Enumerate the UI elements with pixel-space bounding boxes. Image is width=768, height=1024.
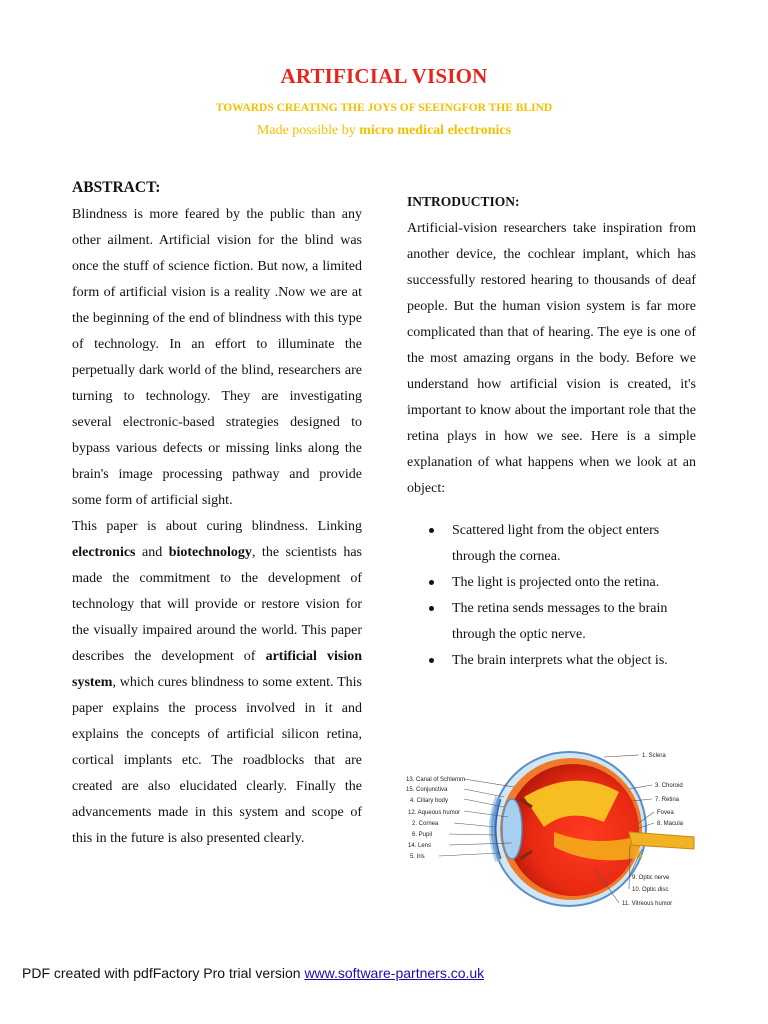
footer-text: PDF created with pdfFactory Pro trial version [22,965,305,981]
figure-label: 14. Lens [408,843,432,849]
abstract-paragraph-2 [72,514,362,852]
eyeball-drawing [492,752,694,906]
introduction-column [407,190,696,674]
list-item: The retina sends messages to the brain through the optic nerve. [407,596,696,648]
abstract-text: This paper is about curing blindness. Linking [72,519,362,534]
document-subtitle: TOWARDS CREATING THE JOYS OF SEEINGFOR THE BLIND [215,102,553,114]
figure-label: 2. Cornea [412,821,439,827]
abstract-text: , the scientists has made the commitment to the development of technology that will provide or restore vision for the visually impaired around the world. This paper describes the development of [72,545,362,664]
figure-label: Fovea [657,810,674,816]
figure-label: 4. Ciliary body [410,798,449,804]
figure-label: 10. Optic disc [632,887,669,893]
pdf-footer [22,965,484,981]
figure-label: 7. Retina [655,797,680,803]
abstract-text: and [135,545,169,560]
figure-label: 11. Vitreous humor [622,901,673,907]
footer-link[interactable]: www.software-partners.co.uk [304,965,485,981]
list-item: Scattered light from the object enters through the cornea. [407,518,696,570]
term-electronics: electronics [72,545,136,560]
figure-label: 3. Choroid [655,783,683,789]
list-item: The light is projected onto the retina. [407,570,696,596]
figure-label: 12. Aqueous humor [408,810,461,816]
figure-label: 8. Macula [657,821,684,827]
list-item: The brain interprets what the object is. [407,648,696,674]
figure-label: 15. Conjunctiva [406,787,448,793]
abstract-text: , which cures blindness to some extent. This paper explains the process involved in it and explains the concepts of artificial silicon retina, cortical implants etc. The roadblocks that are created are also elucidated clearly. Finally the advancements made in this system and scope of this in the future is also presented clearly. [72,675,362,846]
document-title: ARTIFICIAL VISION [280,64,488,88]
figure-label: 1. Sclera [642,753,666,759]
abstract-column [72,176,362,852]
made-possible-line [0,123,768,139]
abstract-heading: ABSTRACT: [72,179,161,196]
figure-label: 5. Iris [410,854,425,860]
figure-label: 13. Canal of Schlemm [406,777,466,783]
figure-label: 9. Optic nerve [632,875,670,881]
eye-anatomy-figure [404,737,704,915]
abstract-paragraph-1: Blindness is more feared by the public than any other ailment. Artificial vision for the blind was once the stuff of science fiction. But now, a limited form of artificial vision is a reality .Now we are at the beginning of the end of blindness with this type of technology. In an effort to illuminate the perpetually dark world of the blind, researchers are turning to technology. They are investigating several electronic-based strategies designed to bypass various defects or missing links along the brain's image processing pathway and provide some form of artificial sight. [72,207,362,508]
introduction-paragraph: Artificial-vision researchers take inspiration from another device, the cochlear implant, which has successfully restored hearing to thousands of deaf people. But the human vision system is far more complicated than that of hearing. The eye is one of the most amazing organs in the body. Before we understand how artificial vision is created, it's important to know about the important role that the retina plays in how we see. Here is a simple explanation of what happens when we look at an object: [407,221,696,496]
steps-list [407,518,696,674]
made-prefix: Made possible by [256,123,360,138]
introduction-heading: INTRODUCTION: [407,194,520,209]
term-artificial-vision-system: artificial vision system [72,649,363,690]
figure-label: 6. Pupil [412,832,433,838]
term-biotechnology: biotechnology [168,545,252,560]
made-bold: micro medical electronics [359,123,512,138]
